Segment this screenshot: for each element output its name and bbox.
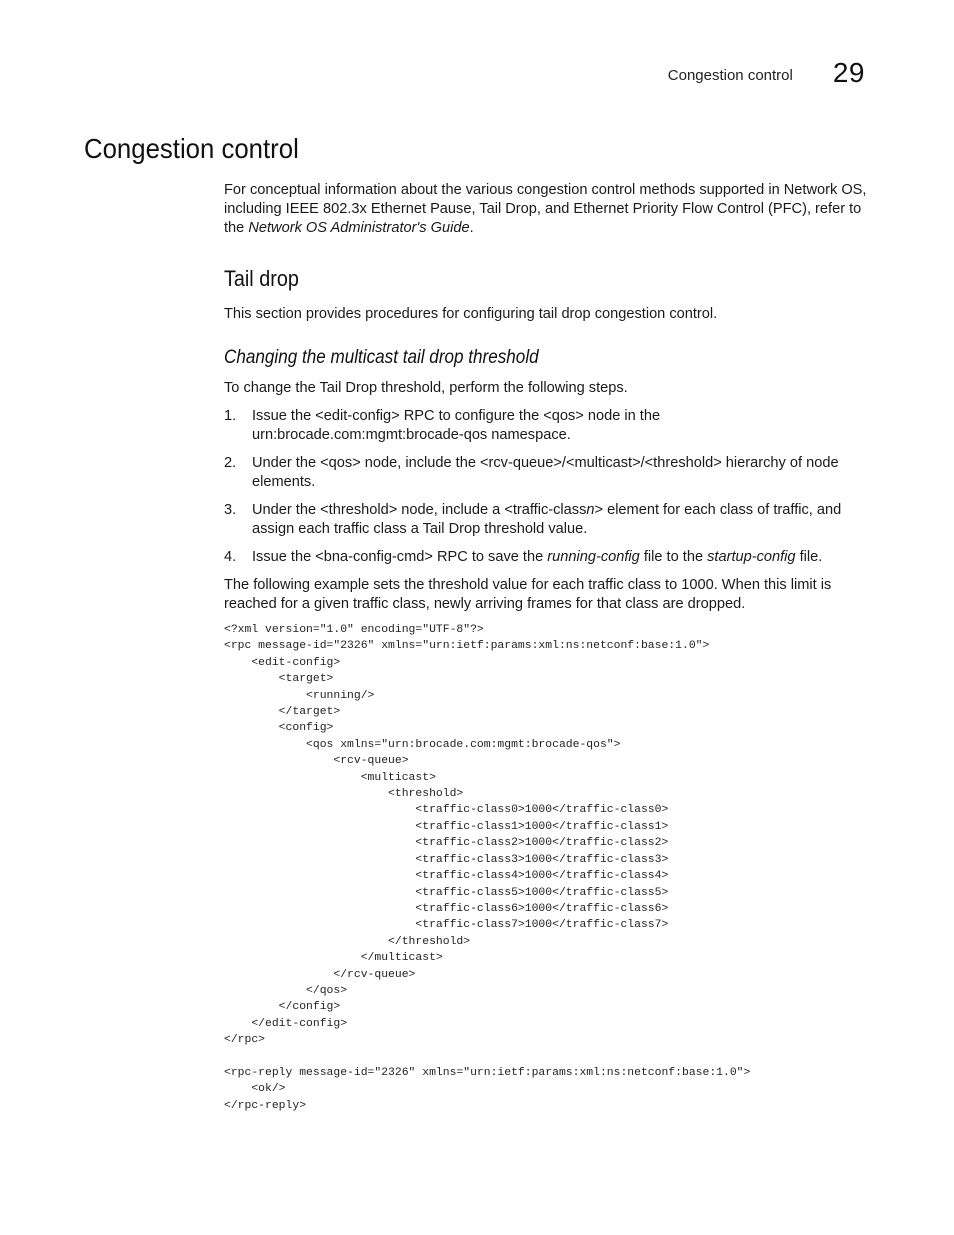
- step-text: Issue the <edit-config> RPC to configure the <qos> node in the urn:brocade.com:mgmt:brocade-qos namespace.: [252, 408, 661, 443]
- intro-end: .: [469, 220, 474, 236]
- step-text: Under the <qos> node, include the <rcv-queue>/<multicast>/<threshold> hierarchy of node elements.: [252, 455, 839, 490]
- step-text-italic: n: [586, 502, 595, 518]
- step-number: 3.: [224, 502, 237, 518]
- step-number: 1.: [224, 408, 237, 424]
- running-header-title: Congestion control: [667, 66, 793, 84]
- step-item: [224, 548, 874, 567]
- intro-text: For conceptual information about the various congestion control methods supported in Network OS, including IEEE 802.3x Ethernet Pause, Tail Drop, and Ethernet Priority Flow Control (PFC), refer to the: [224, 182, 867, 236]
- step-text: [252, 548, 874, 567]
- startup-config-term: startup-config: [707, 549, 796, 565]
- step-number: 2.: [224, 455, 237, 471]
- running-config-term: running-config: [547, 549, 640, 565]
- step-text-part: Issue the <bna-config-cmd> RPC to save the: [252, 549, 548, 565]
- step-list: [224, 407, 874, 567]
- running-header: [668, 58, 865, 88]
- result-paragraph: The following example sets the threshold value for each traffic class to 1000. When this limit is reached for a given traffic class, newly arriving frames for that class are dropped.: [224, 577, 832, 612]
- step-text-part: > element for each class of traffic, and assign each traffic class a Tail Drop threshold value.: [252, 502, 842, 537]
- step-text-part: file.: [795, 549, 823, 565]
- step-item: [224, 501, 874, 539]
- intro-paragraph: [224, 181, 874, 238]
- main-content: [224, 181, 874, 1114]
- step-item: [224, 454, 874, 492]
- step-text-part: Under the <threshold> node, include a <traffic-class: [252, 502, 587, 518]
- task-intro: To change the Tail Drop threshold, perform the following steps.: [224, 380, 628, 396]
- guide-reference: Network OS Administrator's Guide: [248, 220, 470, 236]
- code-example: <?xml version="1.0" encoding="UTF-8"?> <rpc message-id="2326" xmlns="urn:ietf:params:xml:ns:netconf:base:1.0"> <edit-config> <target> <running/> </target> <config> <qos xmlns="urn:brocade.com:mgmt:brocade-qos"> <rcv-queue> <multicast> <threshold> <traffic-class0>1000</traffic-class0> <traffic-class1>1000</traffic-class1> <traffic-class2>1000</traffic-class2> <traffic-class3>1000</traffic-class3> <traffic-class4>1000</traffic-class4> <traffic-class5>1000</traffic-class5> <traffic-class6>1000</traffic-class6> <traffic-class7>1000</traffic-class7> </threshold> </multicast> </rcv-queue> </qos> </config> </edit-config> </rpc> <rpc-reply message-id="2326" xmlns="urn:ietf:params:xml:ns:netconf:base:1.0"> <ok/> </rpc-reply>: [224, 624, 751, 1112]
- section-intro: This section provides procedures for configuring tail drop congestion control.: [224, 306, 718, 322]
- chapter-number: 29: [832, 57, 865, 88]
- section-title: Tail drop: [224, 266, 299, 291]
- step-number: 4.: [224, 549, 237, 565]
- step-item: [224, 407, 874, 445]
- step-text: [252, 501, 874, 539]
- step-text-part: file to the: [639, 549, 708, 565]
- task-title: Changing the multicast tail drop threshold: [224, 347, 539, 368]
- page-title: Congestion control: [84, 133, 299, 164]
